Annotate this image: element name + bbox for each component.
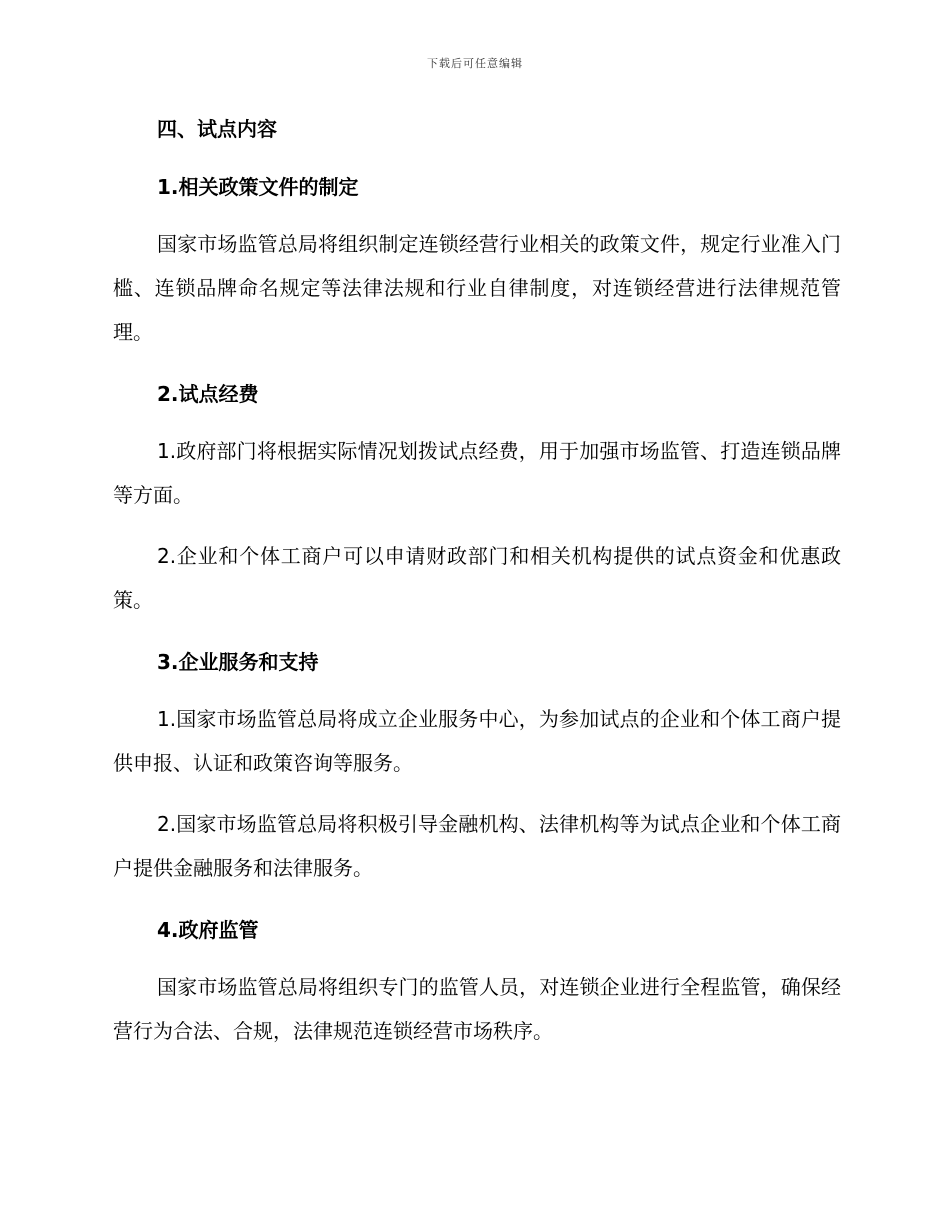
paragraph: 国家市场监管总局将组织制定连锁经营行业相关的政策文件，规定行业准入门槛、连锁品牌命名规定等法律法规和行业自律制度，对连锁经营进行法律规范管理。	[113, 232, 841, 344]
subsection-title-funding: 2.试点经费	[157, 382, 259, 406]
subsection-title-supervision: 4.政府监管	[157, 918, 259, 942]
document-body	[113, 106, 841, 1070]
paragraph: 1.政府部门将根据实际情况划拨试点经费，用于加强市场监管、打造连锁品牌等方面。	[113, 439, 841, 507]
section-title: 四、试点内容	[157, 117, 277, 141]
page-header: 下载后可任意编辑	[427, 57, 523, 70]
paragraph: 国家市场监管总局将组织专门的监管人员，对连锁企业进行全程监管，确保经营行为合法、合规，法律规范连锁经营市场秩序。	[113, 975, 841, 1043]
subsection-title-policy: 1.相关政策文件的制定	[157, 175, 359, 199]
subsection-title-services: 3.企业服务和支持	[157, 650, 319, 674]
paragraph: 2.企业和个体工商户可以申请财政部门和相关机构提供的试点资金和优惠政策。	[113, 544, 841, 612]
paragraph: 1.国家市场监管总局将成立企业服务中心，为参加试点的企业和个体工商户提供申报、认证和政策咨询等服务。	[113, 707, 841, 775]
paragraph: 2.国家市场监管总局将积极引导金融机构、法律机构等为试点企业和个体工商户提供金融服务和法律服务。	[113, 812, 841, 880]
